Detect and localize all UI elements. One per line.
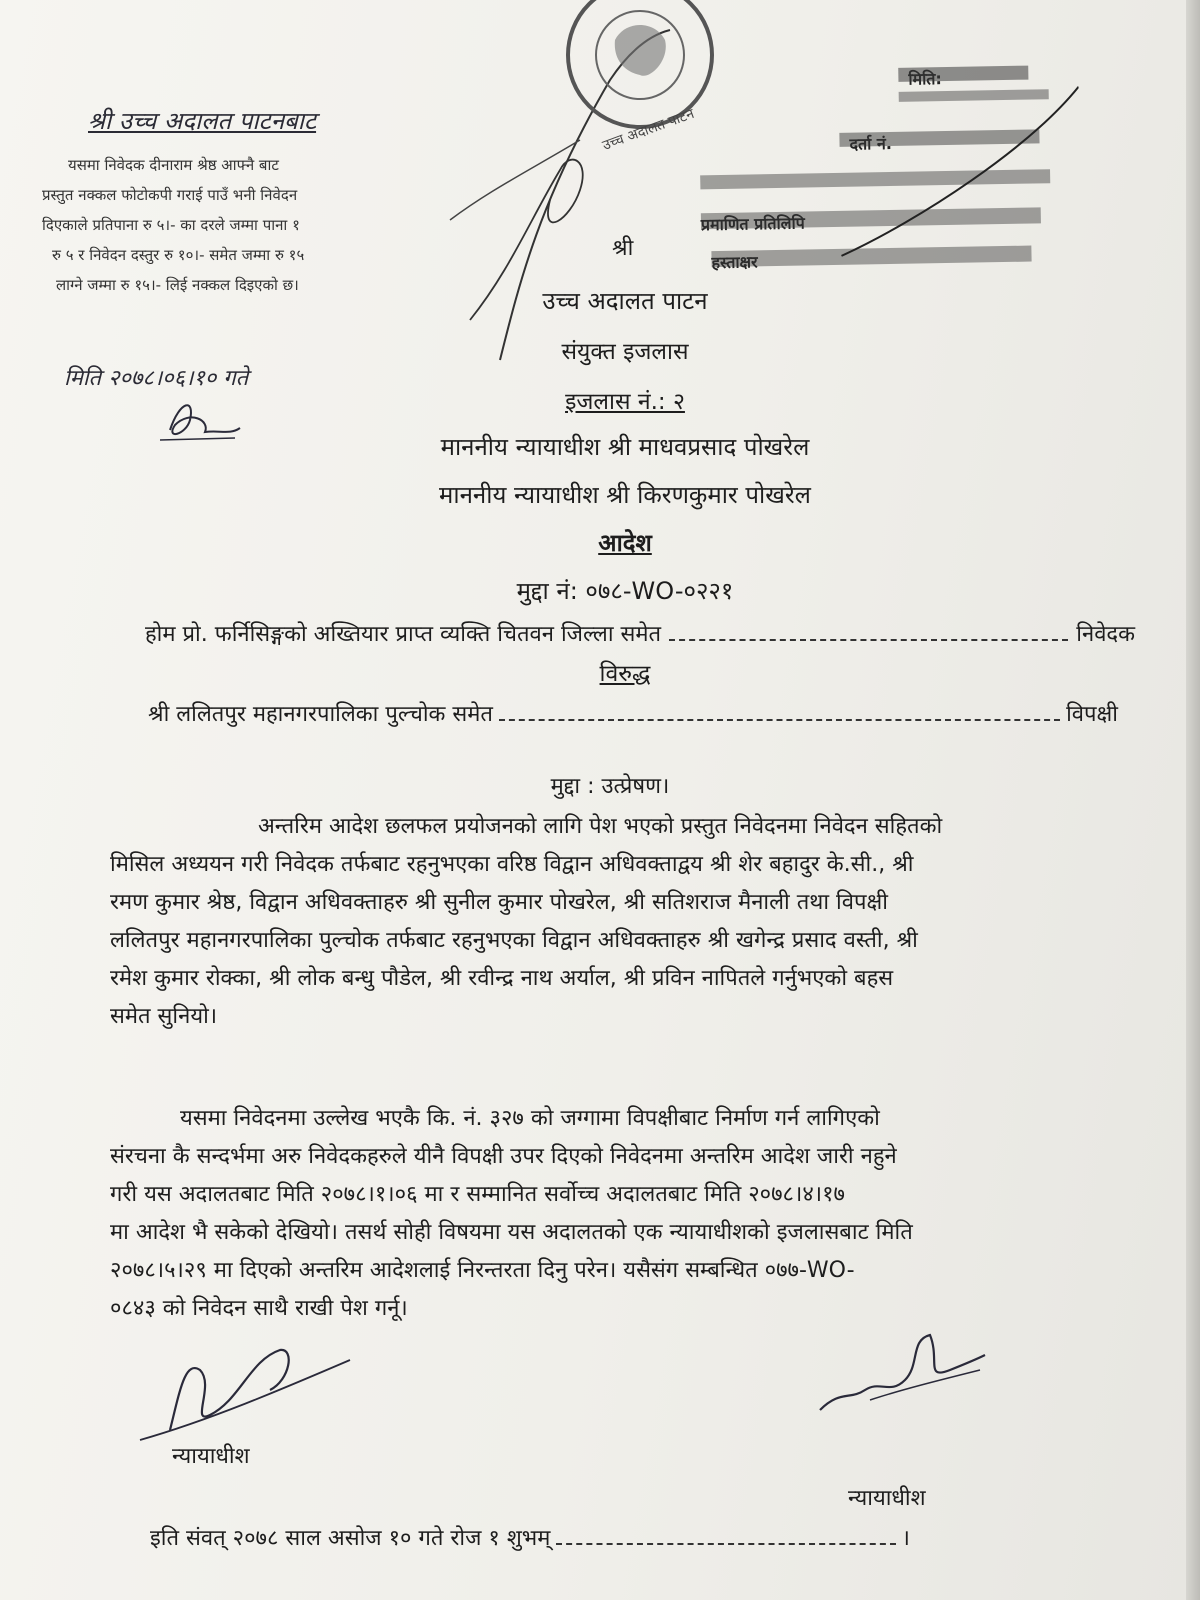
paragraph-line: मा आदेश भै सकेको देखियो। तसर्थ सोही विषयमा यस अदालतको एक न्यायाधीशको इजलासबाट मिति [110, 1220, 913, 1245]
left-judge-caption: न्यायाधीश [172, 1444, 250, 1469]
paragraph-line: रमण कुमार श्रेष्ठ, विद्वान अधिवक्ताहरु श्री सुनील कुमार पोखरेल, श्री सतिशराज मैनाली तथा विपक्षी [110, 890, 888, 915]
copy-stamp-court: श्री उच्च अदालत पाटनबाट [88, 107, 317, 135]
header-bench-no: इजलास नं.: २ [565, 389, 685, 415]
receipt-stamp [698, 57, 1082, 284]
paragraph-line: मिसिल अध्ययन गरी निवेदक तर्फबाट रहनुभएका वरिष्ठ विद्वान अधिवक्ताद्वय श्री शेर बहादुर के.सी., श्री [110, 852, 914, 877]
paragraph-line: समेत सुनियो। [110, 1004, 218, 1029]
paragraph-line: गरी यस अदालतबाट मिति २०७८।१।०६ मा र सम्मानित सर्वोच्च अदालतबाट मिति २०७८।४।१७ [110, 1182, 845, 1207]
copy-stamp-line: लाग्ने जम्मा रु १५।- लिई नक्कल दिइएको छ। [56, 276, 299, 294]
receipt-line: प्रमाणित प्रतिलिपि [700, 213, 805, 235]
left-judge-signature-icon [130, 1330, 370, 1450]
paragraph-line: २०७८।५।२९ मा दिएको अन्तरिम आदेशलाई निरन्तरता दिनु परेन। यसैसंग सम्बन्धित ०७७-WO- [110, 1258, 855, 1283]
right-judge-caption: न्यायाधीश [848, 1486, 926, 1511]
respondent-role: विपक्षी [1066, 702, 1118, 727]
right-judge-signature-icon [810, 1320, 1000, 1430]
court-seal-text: उच्च अदालत पाटन [600, 105, 697, 154]
order-paragraph-2 [110, 1100, 1140, 1328]
header-bench-type: संयुक्त इजलास [561, 339, 689, 365]
receipt-line: हस्ताक्षर [711, 252, 758, 273]
paragraph-line: संरचना कै सन्दर्भमा अरु निवेदकहरुले यीनै विपक्षी उपर दिएको निवेदनमा अन्तरिम आदेश जारी नहुने [110, 1144, 897, 1169]
petitioner-role: निवेदक [1076, 622, 1135, 647]
page-edge [1186, 0, 1200, 1600]
petitioner-name: होम प्रो. फर्निसिङ्गको अख्तियार प्राप्त व्यक्ति चितवन जिल्ला समेत [145, 622, 662, 647]
header-court: उच्च अदालत पाटन [542, 287, 708, 315]
copy-stamp-line: प्रस्तुत नक्कल फोटोकपी गराई पाउँ भनी निवेदन [42, 186, 298, 204]
respondent-dashes [499, 709, 1060, 721]
receipt-strike-icon [698, 57, 1082, 284]
case-number: मुद्दा नं: ०७८-WO-०२२१ [516, 577, 734, 605]
judge-name-1: माननीय न्यायाधीश श्री माधवप्रसाद पोखरेल [440, 433, 810, 461]
footer-end-mark: । [901, 1526, 910, 1551]
copy-stamp-line: रु ५ र निवेदन दस्तुर रु १०।- समेत जम्मा रु १५ [52, 246, 305, 264]
footer-dashes [556, 1533, 895, 1545]
copy-stamp-line: यसमा निवेदक दीनाराम श्रेष्ठ आफ्नै बाट [68, 156, 279, 174]
footer-date: इति संवत् २०७८ साल असोज १० गते रोज १ शुभम् [150, 1526, 551, 1551]
judge-name-2: माननीय न्यायाधीश श्री किरणकुमार पोखरेल [439, 481, 811, 509]
respondent-row [148, 698, 1118, 728]
respondent-name: श्री ललितपुर महानगरपालिका पुल्चोक समेत [148, 702, 493, 727]
paragraph-line: अन्तरिम आदेश छलफल प्रयोजनको लागि पेश भएको प्रस्तुत निवेदनमा निवेदन सहितको [258, 814, 943, 839]
header-shri: श्री [612, 236, 634, 261]
paragraph-line: ०८४३ को निवेदन साथै राखी पेश गर्नू। [110, 1296, 408, 1321]
copy-stamp-line: दिएकाले प्रतिपाना रु ५।- का दरले जम्मा पाना १ [42, 216, 300, 234]
paragraph-line: ललितपुर महानगरपालिका पुल्चोक तर्फबाट रहनुभएका विद्वान अधिवक्ताहरु श्री खगेन्द्र प्रसाद वस्ती, श्री [110, 928, 918, 953]
paragraph-line: यसमा निवेदनमा उल्लेख भएकै कि. नं. ३२७ को जग्गामा विपक्षीबाट निर्माण गर्न लागिएको [180, 1106, 880, 1131]
versus-label: विरुद्ध [599, 661, 651, 687]
petitioner-row [145, 618, 1135, 648]
paragraph-line: रमेश कुमार रोक्का, श्री लोक बन्धु पौडेल, श्री रवीन्द्र नाथ अर्याल, श्री प्रविन नापितले गर्नुभएको बहस [110, 966, 894, 991]
copy-stamp-date: मिति २०७८।०६।१० गते [64, 366, 249, 391]
document-title: आदेश [598, 529, 652, 557]
case-subject: मुद्दा : उत्प्रेषण। [550, 774, 670, 799]
footer-row [150, 1522, 910, 1552]
order-paragraph-1 [110, 808, 1150, 1036]
petitioner-dashes [669, 629, 1068, 641]
